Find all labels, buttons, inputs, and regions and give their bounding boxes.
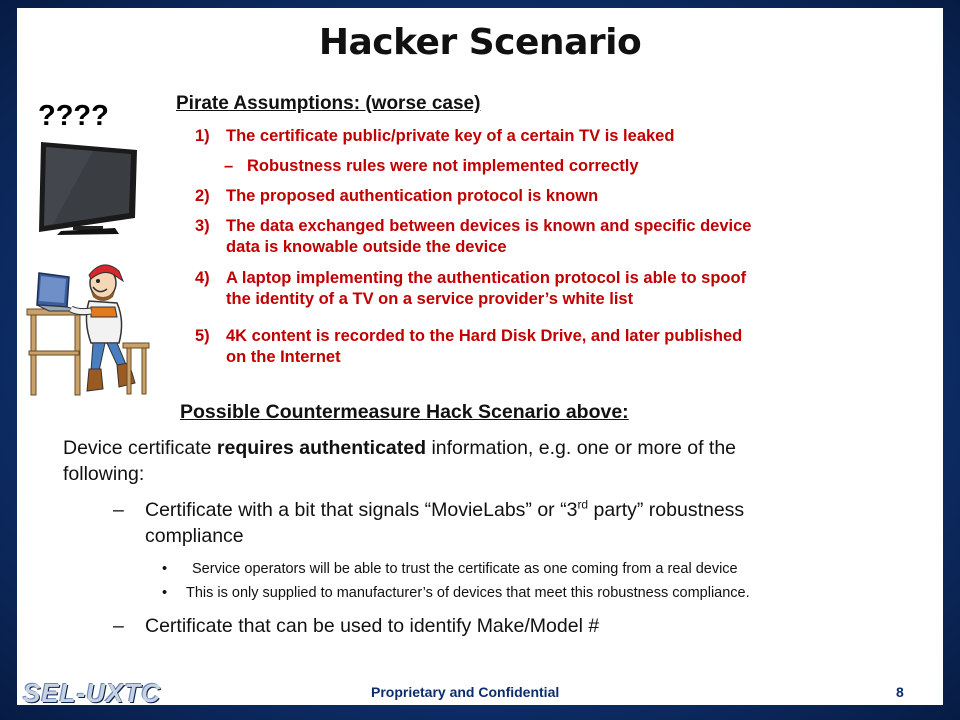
item-number: 1) [195, 127, 210, 145]
item-number: 2) [195, 187, 210, 205]
question-marks: ???? [38, 100, 109, 132]
item-number: 5) [195, 327, 210, 345]
dash-text-line2: compliance [145, 525, 244, 547]
countermeasure-intro [63, 435, 736, 487]
assumptions-heading: Pirate Assumptions: (worse case) [176, 93, 481, 114]
bullet-text: Service operators will be able to trust the certificate as one coming from a real device [192, 561, 738, 577]
intro-text-line2: following: [63, 463, 145, 485]
item-text: Robustness rules were not implemented correctly [247, 157, 639, 175]
dash-text: Certificate with a bit that signals “MovieLabs” or “3 [145, 499, 578, 521]
item-text: The data exchanged between devices is known and specific device [226, 217, 752, 235]
dash-marker: – [113, 615, 124, 637]
superscript-rd: rd [577, 497, 589, 512]
item-text: The certificate public/private key of a certain TV is leaked [226, 127, 675, 145]
item-number: 3) [195, 217, 210, 235]
bullet-marker: • [162, 585, 168, 601]
slide-title: Hacker Scenario [318, 22, 642, 63]
footer-confidential: Proprietary and Confidential [371, 684, 560, 700]
company-logo: SEL-UXTC [23, 678, 161, 708]
bullet-marker: • [162, 561, 168, 577]
item-text-line2: on the Internet [226, 348, 341, 366]
item-text: The proposed authentication protocol is known [226, 187, 599, 205]
bullet-text: This is only supplied to manufacturer’s of devices that meet this robustness compliance. [186, 585, 750, 601]
item-text-line2: data is knowable outside the device [226, 238, 507, 256]
intro-text-end: information, e.g. one or more of the [426, 437, 737, 459]
countermeasure-heading: Possible Countermeasure Hack Scenario above: [180, 401, 629, 423]
slide [17, 8, 943, 705]
intro-text: Device certificate [63, 437, 217, 459]
item-text: 4K content is recorded to the Hard Disk Drive, and later published [226, 327, 743, 345]
page-number: 8 [896, 684, 904, 700]
tv-icon [33, 136, 141, 236]
dash-text: Certificate that can be used to identify Make/Model # [145, 615, 600, 637]
item-dash: – [224, 157, 234, 175]
item-number: 4) [195, 269, 210, 287]
pirate-hacker-icon [19, 251, 159, 401]
dash-text-end: party” robustness [588, 499, 745, 521]
item-text: A laptop implementing the authentication protocol is able to spoof [226, 269, 747, 287]
item-text-line2: the identity of a TV on a service provider’s white list [226, 290, 634, 308]
dash-marker: – [113, 499, 124, 521]
intro-bold-text: requires authenticated [216, 437, 427, 459]
